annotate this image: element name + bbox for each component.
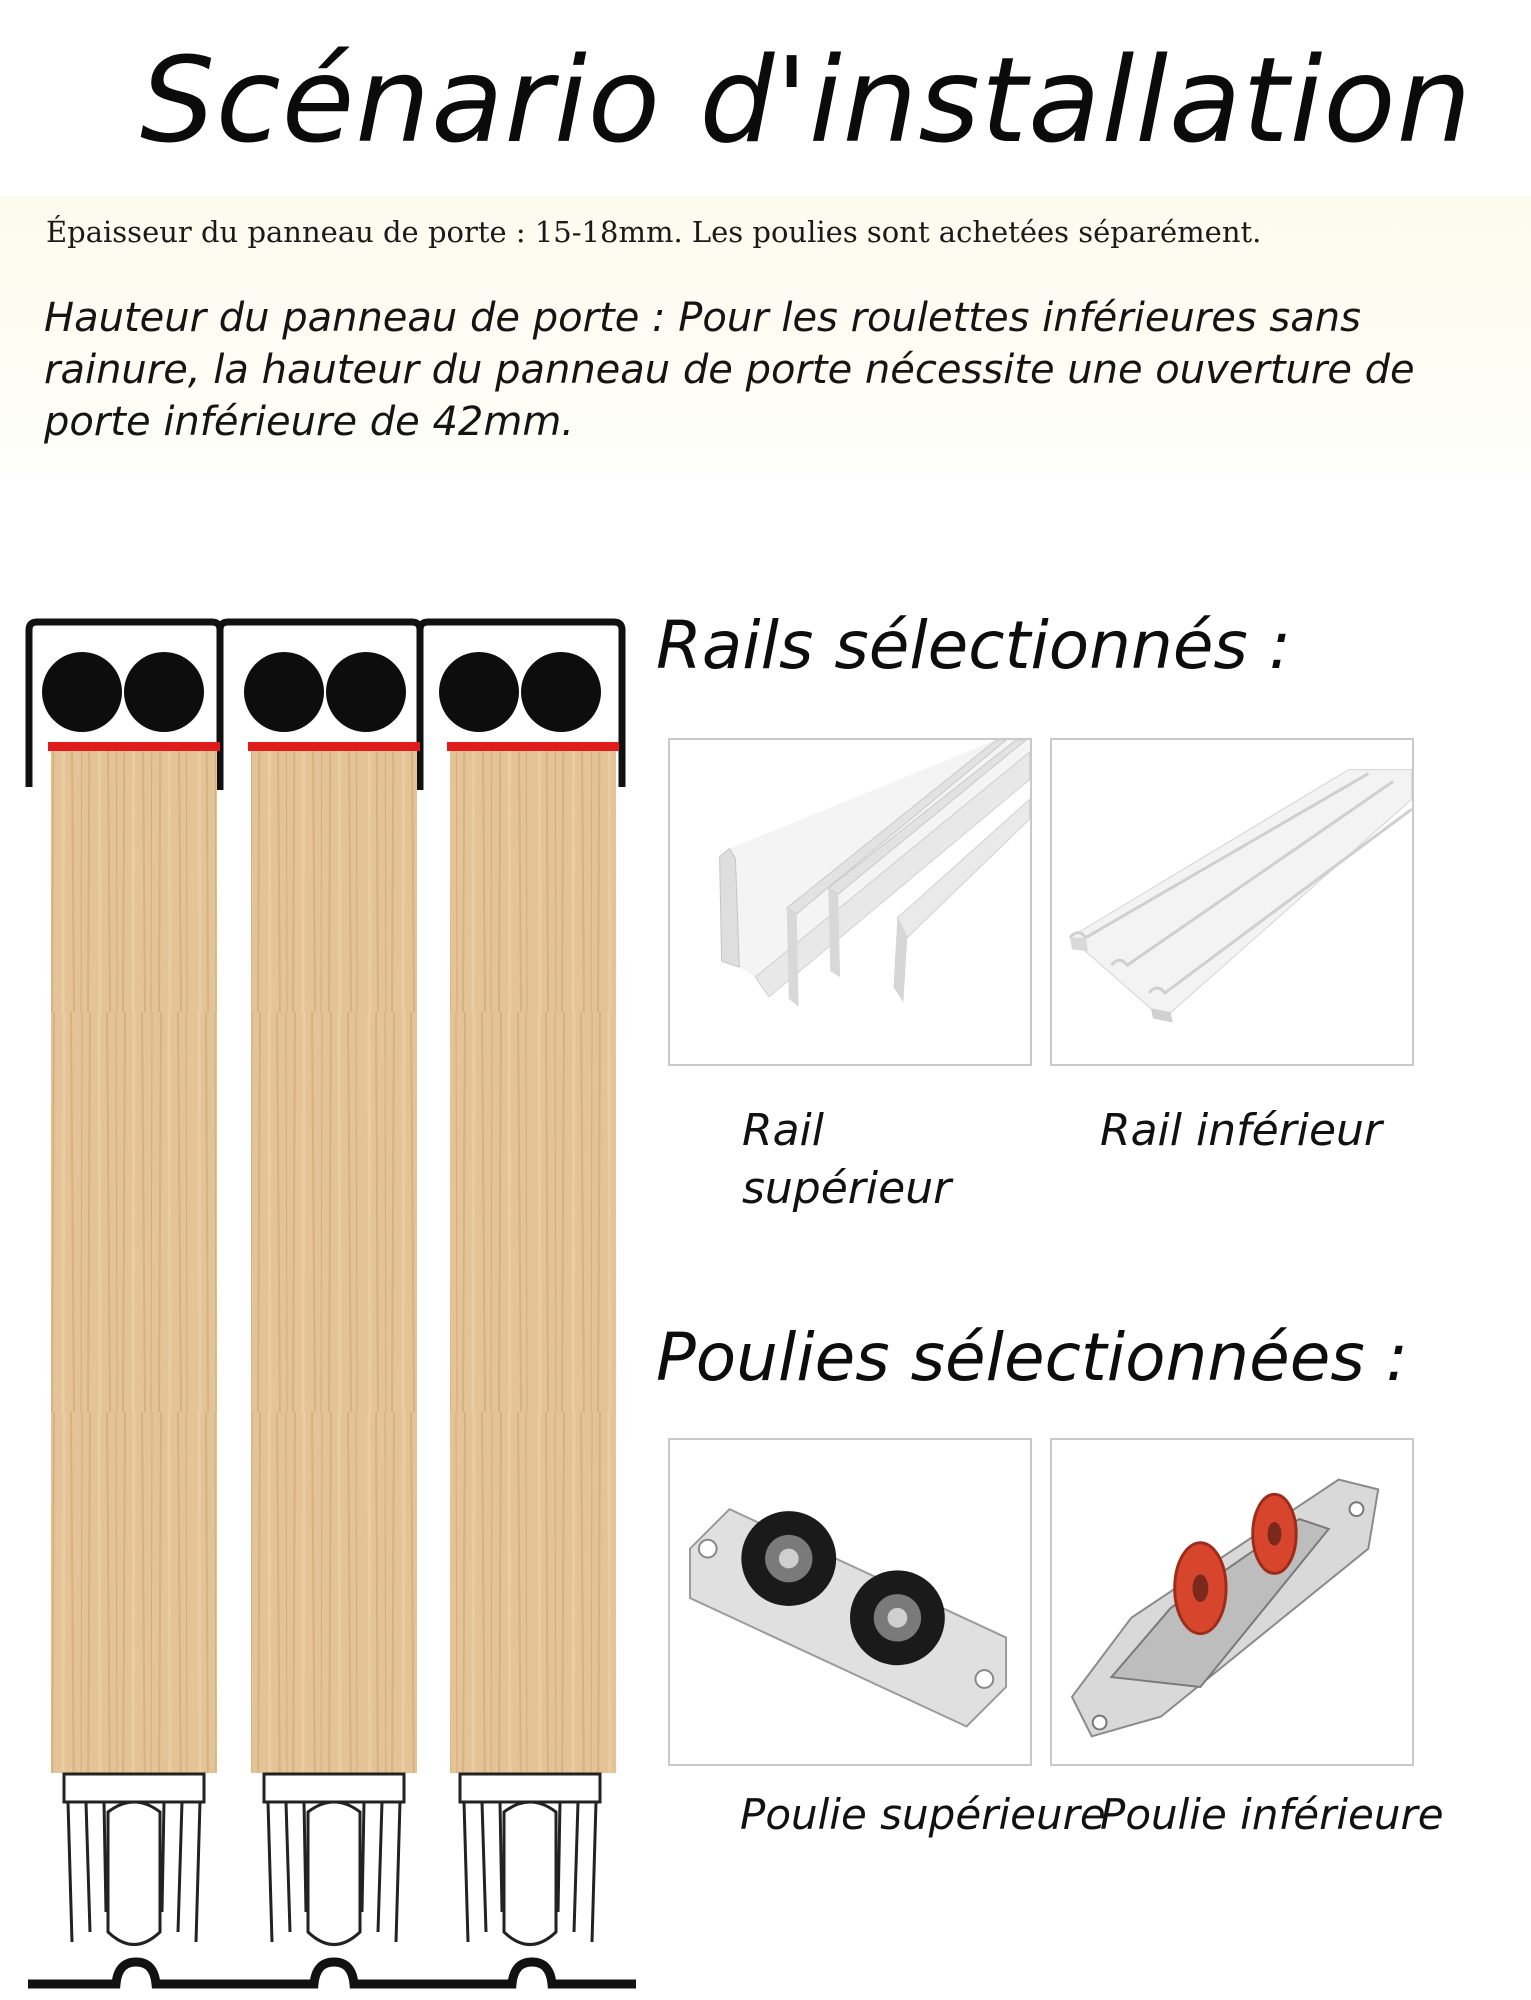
bottom-rail <box>28 1962 636 1984</box>
upper-pulley-image <box>670 1440 1030 1764</box>
height-note: Hauteur du panneau de porte : Pour les roulettes inférieures sans rainure, la hauteur du panneau de porte nécessite une ouverture de porte inférieure de 42mm. <box>44 295 1415 445</box>
rail-upper-label: Rail supérieur <box>742 1105 952 1214</box>
door-panel-2 <box>244 652 420 1773</box>
page-title: Scénario d'installation <box>140 31 1473 169</box>
lower-pulley-image <box>1052 1440 1412 1764</box>
rail-lower-label: Rail inférieur <box>1100 1105 1383 1156</box>
lower-rail-image <box>1052 740 1412 1064</box>
rail-lower-photo <box>1050 738 1414 1066</box>
pulleys-heading: Poulies sélectionnées : <box>656 1319 1408 1396</box>
rail-upper-photo <box>668 738 1032 1066</box>
thickness-note: Épaisseur du panneau de porte : 15-18mm. Les poulies sont achetées séparément. <box>46 215 1262 249</box>
bottom-guides <box>64 1774 600 1945</box>
pulley-upper-label: Poulie supérieure <box>740 1790 1106 1839</box>
pulley-lower-photo <box>1050 1438 1414 1766</box>
door-installation-diagram <box>24 612 644 2000</box>
upper-rail-image <box>670 740 1030 1064</box>
pulley-lower-label: Poulie inférieure <box>1100 1790 1444 1839</box>
pulley-upper-photo <box>668 1438 1032 1766</box>
rails-heading: Rails sélectionnés : <box>656 607 1292 684</box>
door-panel-1 <box>42 652 220 1773</box>
door-panel-3 <box>439 652 619 1773</box>
